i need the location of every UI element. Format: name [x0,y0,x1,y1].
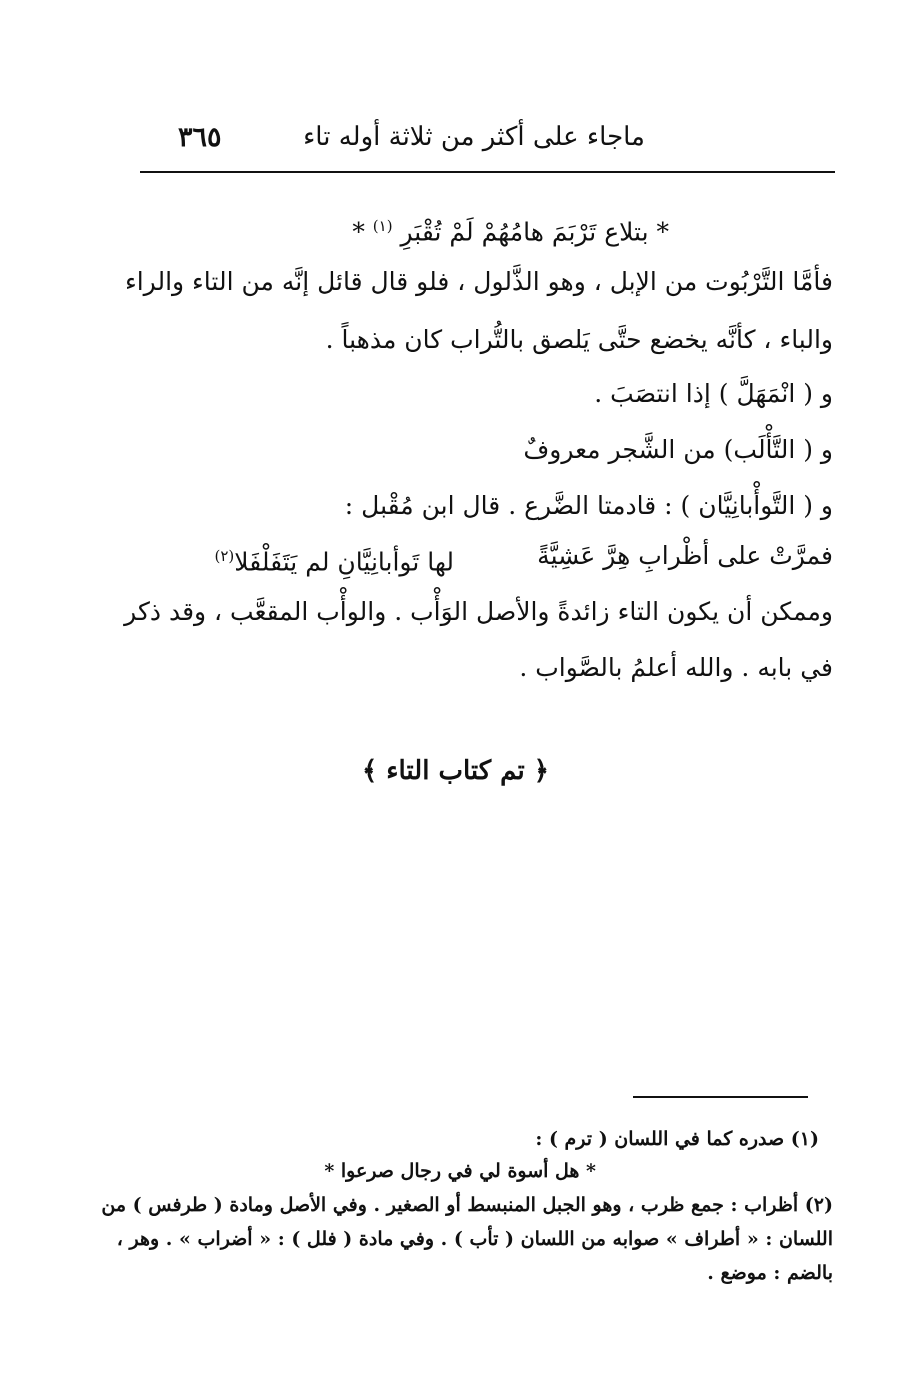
body-line-1: فأمَّا التَّرْبُوت من الإبل ، وهو الذَّلول ، فلو قال قائل إنَّه من التاء والراء [124,267,833,296]
footnote-1-quote: * هل أسوة لي في رجال صرعوا * [324,1160,596,1182]
body-line-3: و ( انْمَهَلَّ ) إذا انتصَبَ . [594,379,833,408]
footnote-ref-2: (٢) [214,547,235,565]
verse-line [352,206,669,252]
footnote-1: (١) صدره كما في اللسان ( ترم ) : [535,1128,819,1150]
header-rule [140,171,835,173]
body-line-4: و ( التَّأْلَب) من الشَّجر معروفٌ [523,435,833,464]
page-number: ٣٦٥ [178,122,222,153]
verse-end-mark: * [352,217,365,247]
body-line-5: و ( التَّوأْبانِيَّان ) : قادمتا الضَّرع . قال ابن مُقْبل : [344,491,833,520]
body-line-7: وممكن أن يكون التاء زائدةً والأصل الوَأْب . والوأْب المقعَّب ، وقد ذكر [124,597,833,626]
verse-text: * بتلاع تَرْبَمَ هامُهُمْ لَمْ تُقْبَرِ [400,217,669,247]
body-line-8: في بابه . والله أعلمُ بالصَّواب . [519,653,833,682]
running-header [140,122,835,162]
body-line-2: والباء ، كأنَّه يخضع حتَّى يَلصق بالتُّراب كان مذهباً . [325,325,833,354]
footnote-2-line-2: اللسان : « أطراف » صوابه من اللسان ( تأب ) . وفي مادة ( فلل ) : « أضراب » . وهر ، [116,1228,833,1250]
footnote-rule [633,1096,808,1098]
verse2-second-hemistich [215,536,455,582]
chapter-end-marker: ﴿ تم كتاب التاء ﴾ [362,756,549,786]
chapter-title: ماجاء على أكثر من ثلاثة أوله تاء [303,122,645,152]
footnote-2-line-3: بالضم : موضع . [707,1262,833,1284]
footnote-ref-1: (١) [372,217,393,235]
verse2-second-text: لها تَوأبانِيَّانِ لم يَتَفَلْفَلا [234,547,454,577]
verse2-first-hemistich: فمرَّتْ على أظْرابِ هِرَّ عَشِيَّةً [537,541,833,570]
footnote-2-line-1: (٢) أظراب : جمع ظرب ، وهو الجبل المنبسط أو الصغير . وفي الأصل ومادة ( طرفس ) من [101,1194,833,1216]
